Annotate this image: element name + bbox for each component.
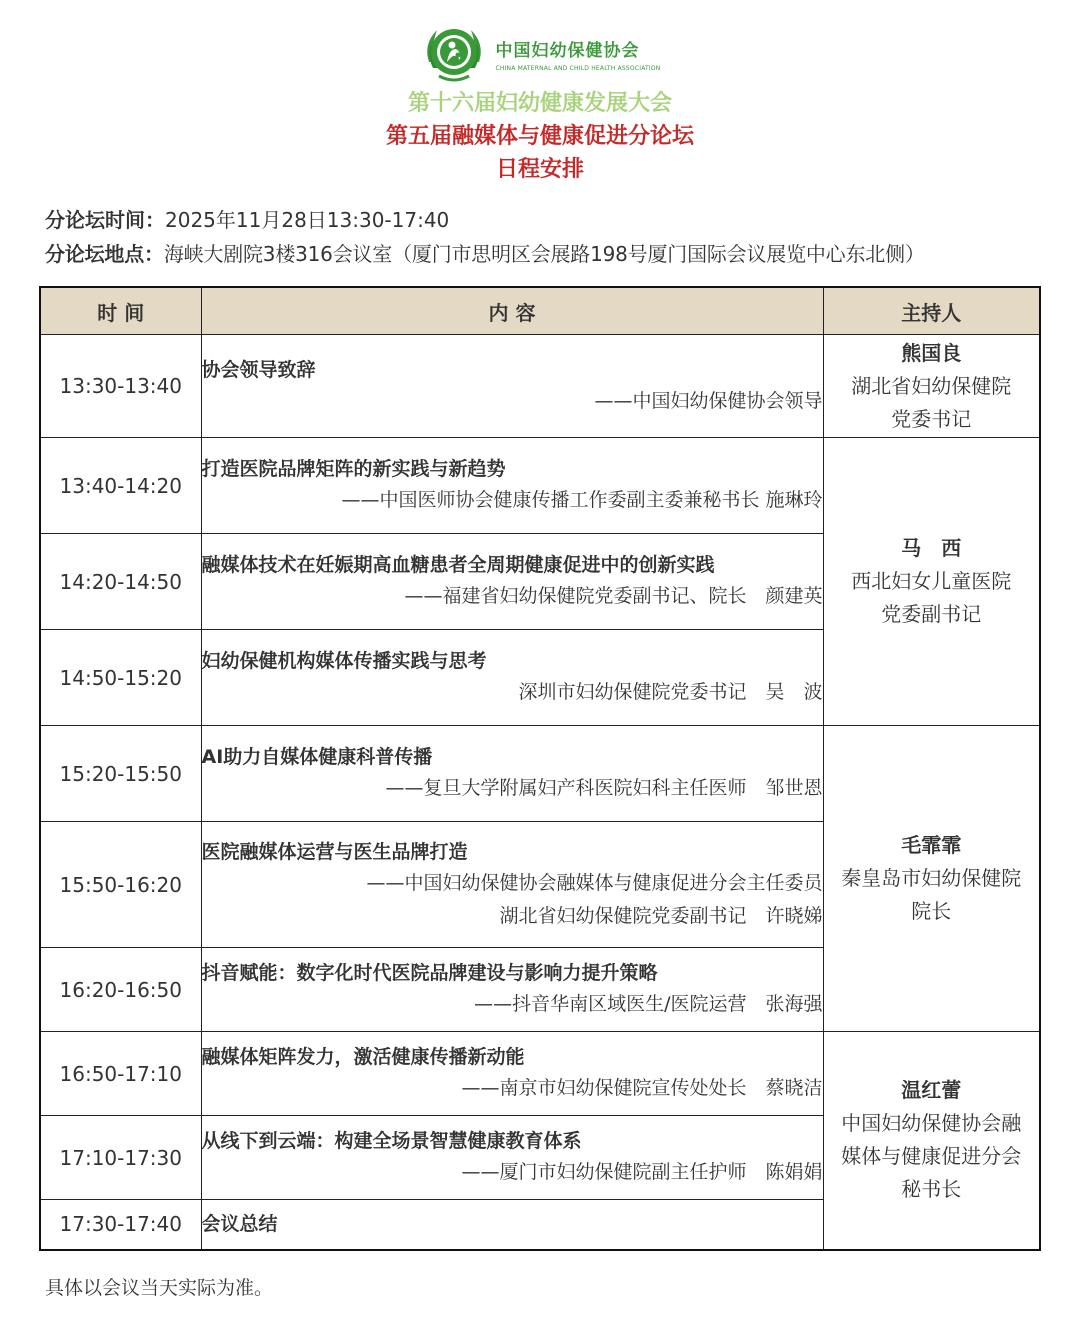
session-title: 融媒体矩阵发力，激活健康传播新动能 bbox=[201, 1046, 525, 1068]
host-title-line: 秦皇岛市妇幼保健院 bbox=[841, 866, 1022, 890]
table-header-row bbox=[40, 287, 1040, 335]
table-row bbox=[40, 335, 1040, 438]
row-content bbox=[201, 438, 823, 534]
row-content bbox=[201, 726, 823, 822]
host-cell bbox=[823, 726, 1040, 1032]
host-title-line: 湖北省妇幼保健院 bbox=[851, 373, 1012, 398]
row-time: 15:20-15:50 bbox=[40, 726, 201, 822]
row-content bbox=[201, 630, 823, 726]
table-row bbox=[40, 1032, 1040, 1116]
footer-note: 具体以会议当天实际为准。 bbox=[45, 1277, 274, 1299]
host-title-line: 媒体与健康促进分会 bbox=[841, 1144, 1022, 1169]
forum-time-line bbox=[45, 204, 449, 233]
host-title-line: 中国妇幼保健协会融 bbox=[841, 1111, 1022, 1136]
host-name: 毛霏霏 bbox=[901, 833, 962, 857]
forum-place-value: 海峡大剧院3楼316会议室（厦门市思明区会展路198号厦门国际会议展览中心东北侧） bbox=[163, 242, 925, 266]
host-cell bbox=[823, 335, 1040, 438]
session-title: 会议总结 bbox=[201, 1213, 278, 1236]
association-logo bbox=[0, 22, 1080, 86]
row-content bbox=[201, 1116, 823, 1200]
session-title: AI助力自媒体健康科普传播 bbox=[201, 746, 433, 768]
session-title: 融媒体技术在妊娠期高血糖患者全周期健康促进中的创新实践 bbox=[201, 554, 715, 576]
forum-place-line bbox=[45, 238, 925, 267]
row-content bbox=[201, 1032, 823, 1116]
row-time: 17:30-17:40 bbox=[40, 1200, 201, 1250]
association-emblem-icon bbox=[419, 22, 489, 86]
row-content bbox=[201, 335, 823, 438]
host-title-line: 党委书记 bbox=[891, 406, 972, 431]
session-title: 从线下到云端：构建全场景智慧健康教育体系 bbox=[201, 1130, 582, 1152]
host-cell bbox=[823, 1032, 1040, 1250]
host-title-line: 院长 bbox=[911, 899, 952, 923]
session-speaker: 深圳市妇幼保健院党委书记 吴 波 bbox=[518, 681, 823, 703]
logo-english-name: CHINA MATERNAL AND CHILD HEALTH ASSOCIATION bbox=[495, 65, 661, 72]
schedule-title: 日程安排 bbox=[495, 157, 584, 182]
session-speaker: ——复旦大学附属妇产科医院妇科主任医师 邹世恩 bbox=[385, 777, 823, 799]
session-title: 妇幼保健机构媒体传播实践与思考 bbox=[201, 650, 487, 672]
host-cell bbox=[823, 438, 1040, 726]
session-speaker: ——中国妇幼保健协会领导 bbox=[594, 389, 823, 412]
table-row bbox=[40, 438, 1040, 534]
session-speaker: 湖北省妇幼保健院党委副书记 许晓娣 bbox=[499, 904, 823, 927]
schedule-table bbox=[39, 286, 1041, 1251]
header-time: 时 间 bbox=[40, 287, 201, 335]
row-time: 13:30-13:40 bbox=[40, 335, 201, 438]
session-speaker: ——中国妇幼保健协会融媒体与健康促进分会主任委员 bbox=[366, 871, 823, 894]
forum-time-label: 分论坛时间： bbox=[45, 208, 165, 232]
row-time: 16:20-16:50 bbox=[40, 948, 201, 1032]
session-speaker: ——福建省妇幼保健院党委副书记、院长 颜建英 bbox=[404, 585, 823, 607]
row-time: 15:50-16:20 bbox=[40, 822, 201, 948]
host-name: 温红蕾 bbox=[901, 1078, 962, 1103]
forum-time-value: 2025年11月28日13:30-17:40 bbox=[165, 208, 450, 232]
host-title-line: 秘书长 bbox=[901, 1177, 962, 1202]
host-name: 熊国良 bbox=[901, 340, 962, 365]
header-host: 主持人 bbox=[823, 287, 1040, 335]
conference-title: 第十六届妇幼健康发展大会 bbox=[407, 91, 672, 116]
host-title-line: 党委副书记 bbox=[881, 602, 982, 626]
session-title: 打造医院品牌矩阵的新实践与新趋势 bbox=[201, 458, 506, 480]
session-title: 协会领导致辞 bbox=[201, 358, 316, 381]
row-time: 16:50-17:10 bbox=[40, 1032, 201, 1116]
row-time: 17:10-17:30 bbox=[40, 1116, 201, 1200]
session-title: 抖音赋能：数字化时代医院品牌建设与影响力提升策略 bbox=[201, 962, 658, 984]
session-speaker: ——中国医师协会健康传播工作委副主委兼秘书长 施琳玲 bbox=[341, 489, 823, 511]
row-content bbox=[201, 534, 823, 630]
session-speaker: ——厦门市妇幼保健院副主任护师 陈娟娟 bbox=[461, 1161, 823, 1183]
row-time: 14:20-14:50 bbox=[40, 534, 201, 630]
session-speaker: ——抖音华南区域医生/医院运营 张海强 bbox=[474, 993, 823, 1015]
session-title: 医院融媒体运营与医生品牌打造 bbox=[201, 840, 468, 863]
session-speaker: ——南京市妇幼保健院宣传处处长 蔡晓洁 bbox=[461, 1077, 823, 1099]
header-content: 内 容 bbox=[201, 287, 823, 335]
forum-title: 第五届融媒体与健康促进分论坛 bbox=[385, 124, 694, 149]
table-row bbox=[40, 726, 1040, 822]
row-time: 14:50-15:20 bbox=[40, 630, 201, 726]
row-content bbox=[201, 948, 823, 1032]
row-content bbox=[201, 1200, 823, 1250]
host-title-line: 西北妇女儿童医院 bbox=[851, 569, 1012, 593]
row-time: 13:40-14:20 bbox=[40, 438, 201, 534]
forum-place-label: 分论坛地点： bbox=[45, 242, 164, 266]
logo-chinese-name: 中国妇幼保健协会 bbox=[495, 41, 640, 61]
row-content bbox=[201, 822, 823, 948]
host-name: 马 西 bbox=[901, 536, 962, 560]
